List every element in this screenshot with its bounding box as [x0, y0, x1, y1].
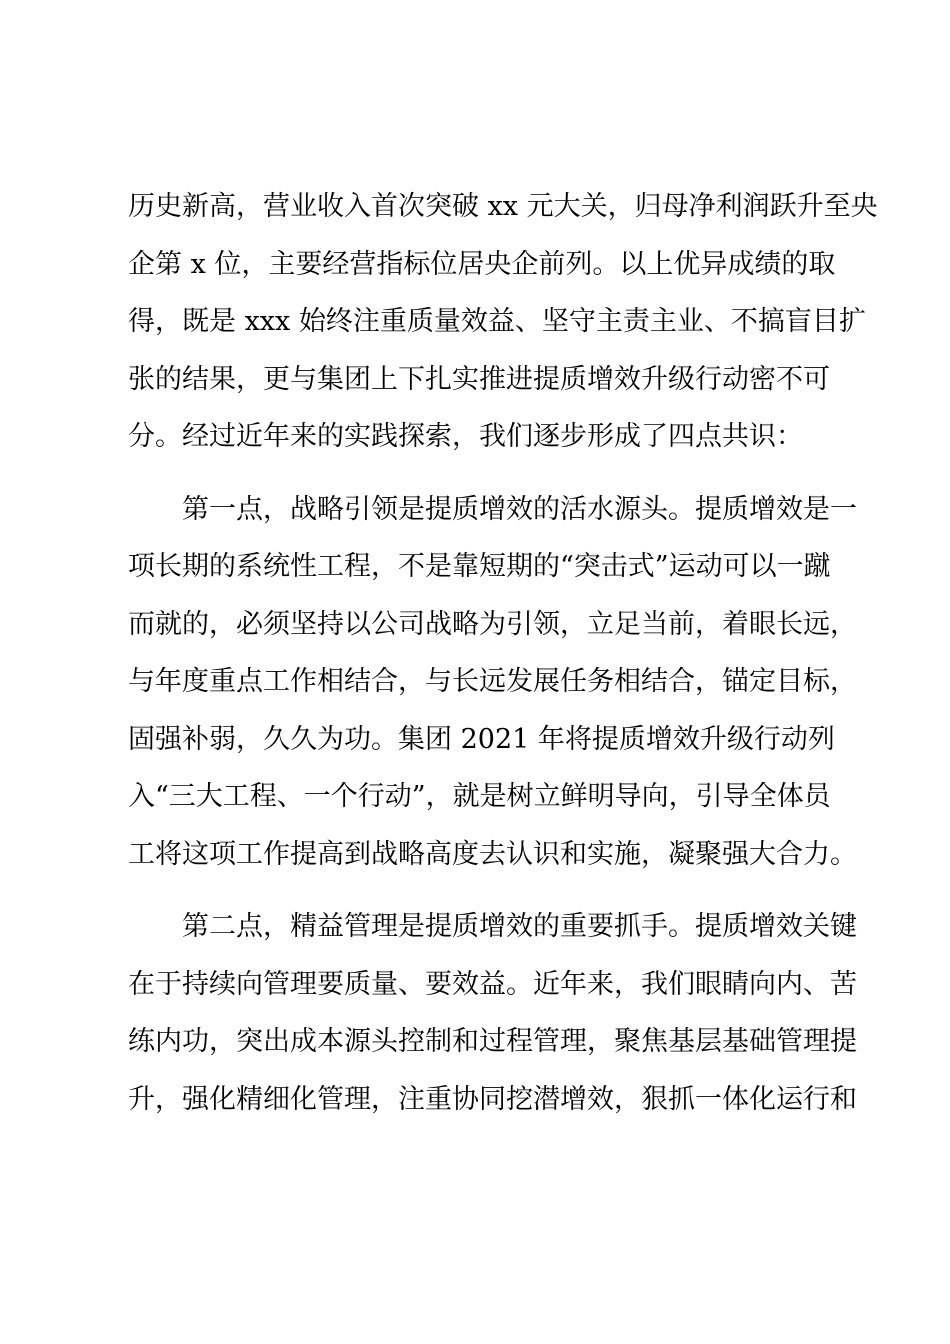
paragraph-2-line-6: 入“三大工程、一个行动”，就是树立鲜明导向，引导全体员	[128, 781, 831, 812]
paragraph-1-line-1: 历史新高，营业收入首次突破 xx 元大关，归母净利润跃升至央	[128, 191, 878, 222]
paragraph-3-line-4: 升，强化精细化管理，注重协同挖潜增效，狠抓一体化运行和	[128, 1084, 857, 1115]
paragraph-1-line-5: 分。经过近年来的实践探索，我们逐步形成了四点共识：	[128, 421, 803, 452]
paragraph-2-line-5: 固强补弱，久久为功。集团 2021 年将提质增效升级行动列	[128, 724, 835, 755]
paragraph-3-line-1: 第二点，精益管理是提质增效的重要抓手。提质增效关键	[182, 911, 857, 942]
paragraph-2-line-1: 第一点，战略引领是提质增效的活水源头。提质增效是一	[182, 494, 857, 525]
paragraph-2-line-2: 项长期的系统性工程，不是靠短期的“突击式”运动可以一蹴	[128, 551, 831, 582]
paragraph-1-line-2: 企第 x 位，主要经营指标位居央企前列。以上优异成绩的取	[128, 249, 836, 280]
paragraph-1-line-3: 得，既是 xxx 始终注重质量效益、坚守主责主业、不搞盲目扩	[128, 306, 866, 337]
paragraph-2-line-3: 而就的，必须坚持以公司战略为引领，立足当前，着眼长远，	[128, 609, 857, 640]
paragraph-2-line-7: 工将这项工作提高到战略高度去认识和实施，凝聚强大合力。	[128, 839, 857, 870]
paragraph-3-line-2: 在于持续向管理要质量、要效益。近年来，我们眼睛向内、苦	[128, 969, 857, 1000]
paragraph-2-line-4: 与年度重点工作相结合，与长远发展任务相结合，锚定目标，	[128, 666, 857, 697]
paragraph-3-line-3: 练内功，突出成本源头控制和过程管理，聚焦基层基础管理提	[128, 1026, 857, 1057]
paragraph-1-line-4: 张的结果，更与集团上下扎实推进提质增效升级行动密不可	[128, 364, 830, 395]
